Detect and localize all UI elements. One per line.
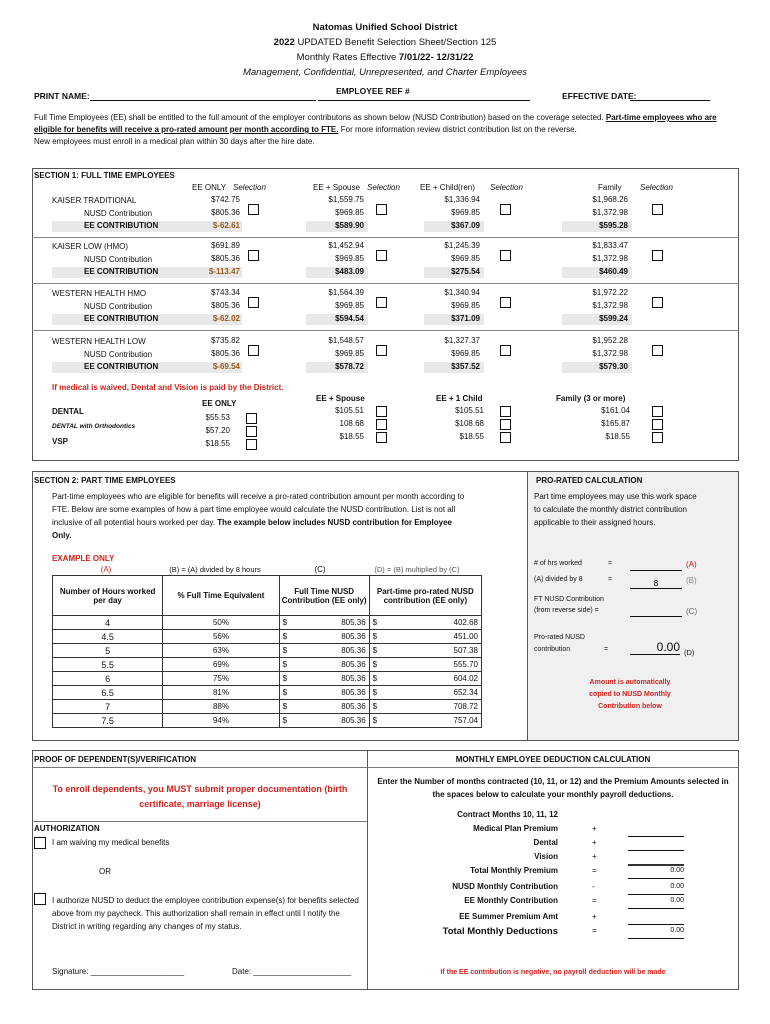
pt-contrib-cell: [369, 700, 481, 714]
pt-contrib-value: 652.34: [453, 688, 478, 697]
nusd-value: $805.36: [211, 254, 240, 263]
pt-contrib-cell: [369, 672, 481, 686]
deduction-field: 0.00: [628, 927, 684, 939]
hours-cell: 5: [53, 644, 163, 658]
selection-checkbox[interactable]: [652, 297, 663, 308]
premium-value: $1,452.94: [328, 241, 364, 250]
dollar-sign: $: [282, 702, 288, 711]
proof-message: [40, 782, 360, 812]
selection-checkbox[interactable]: [500, 345, 511, 356]
auto-note-3: Contribution below: [598, 703, 662, 710]
auto-note: [560, 677, 700, 713]
ee-contribution-value: $483.09: [335, 267, 364, 276]
vsp-label: VSP: [52, 437, 69, 446]
hours-cell: 6.5: [53, 686, 163, 700]
dv-checkbox[interactable]: [246, 413, 257, 424]
sheet-title: [0, 37, 770, 48]
nusd-value: $969.85: [451, 208, 480, 217]
deduction-label: Medical Plan Premium: [473, 824, 558, 833]
ee-contrib-label: EE CONTRIBUTION: [84, 314, 159, 323]
fte-cell: 94%: [163, 714, 279, 728]
ee-contribution-value: $578.72: [335, 362, 364, 371]
ft-contrib-cell: [279, 616, 369, 630]
th-pt-contrib: Part-time pro-rated NUSD contribution (EE only): [369, 576, 481, 616]
ft-contrib-cell: [279, 644, 369, 658]
calc-pr-label1: Pro-rated NUSD: [534, 634, 585, 641]
nusd-value: $969.85: [335, 254, 364, 263]
calc-div-label: (A) divided by 8: [534, 576, 583, 583]
parttime-row: [53, 700, 482, 714]
deduction-op: +: [592, 912, 597, 921]
ee-contrib-label: EE CONTRIBUTION: [84, 362, 159, 371]
ft-contrib-cell: [279, 630, 369, 644]
nusd-value: $969.85: [335, 349, 364, 358]
deduction-field[interactable]: [628, 825, 684, 837]
parttime-row: [53, 672, 482, 686]
fte-cell: 88%: [163, 700, 279, 714]
dental-label: DENTAL: [52, 407, 84, 416]
dv-value: $165.87: [601, 419, 630, 428]
deduction-field[interactable]: [628, 913, 684, 925]
ee-contribution-value: $275.54: [451, 267, 480, 276]
proof-title: PROOF OF DEPENDENT(S)/VERIFICATION: [34, 755, 197, 764]
nusd-value: $1,372.98: [592, 301, 628, 310]
nusd-value: $805.36: [211, 301, 240, 310]
ee-contribution-value: $589.90: [335, 221, 364, 230]
section1-title: SECTION 1: FULL TIME EMPLOYEES: [34, 171, 175, 180]
col-header-3: Family: [598, 183, 622, 192]
nusd-value: $1,372.98: [592, 349, 628, 358]
intro-p1-tail: For more information review district contribution list on the reverse.: [340, 125, 577, 134]
premium-value: $1,952.28: [592, 336, 628, 345]
pt-contrib-value: 402.68: [453, 618, 478, 627]
auto-note-1: Amount is automatically: [589, 679, 671, 686]
ee-contribution-value: $367.09: [451, 221, 480, 230]
pt-contrib-cell: [369, 686, 481, 700]
deduction-label: NUSD Monthly Contribution: [452, 882, 558, 891]
nusd-value: $969.85: [335, 301, 364, 310]
calc-ft-label2: (from reverse side) =: [534, 607, 599, 614]
pt-contrib-value: 507.38: [453, 646, 478, 655]
dv-value: $161.04: [601, 406, 630, 415]
ee-contribution-value: $357.52: [451, 362, 480, 371]
hours-cell: 6: [53, 672, 163, 686]
nusd-contrib-label: NUSD Contribution: [84, 209, 153, 218]
ft-contrib-value: 805.36: [341, 716, 366, 725]
print-name-label: PRINT NAME:: [34, 91, 90, 101]
ee-contribution-value: $599.24: [599, 314, 628, 323]
proof-msg-1: To enroll dependents, you MUST submit proper documentation (birth: [52, 784, 348, 794]
plan-name: WESTERN HEALTH LOW: [52, 337, 146, 346]
ft-contrib-cell: [279, 700, 369, 714]
th-ft-contrib: Full Time NUSD Contribution (EE only): [279, 576, 369, 616]
selection-checkbox[interactable]: [652, 204, 663, 215]
dollar-sign: $: [372, 674, 378, 683]
deduction-instr: Enter the Number of months contracted (10, 11, or 12) and the Premium Amounts selected in the spaces below to calculate your monthly payroll deductions.: [377, 777, 729, 799]
deduction-label: Dental: [533, 838, 558, 847]
deduction-label: Total Monthly Deductions: [442, 926, 558, 937]
calc-b: (B): [686, 576, 697, 585]
selection-header-0: Selection: [233, 183, 266, 192]
pt-contrib-value: 451.00: [453, 632, 478, 641]
selection-header-1: Selection: [367, 183, 400, 192]
section2-title: SECTION 2: PART TIME EMPLOYEES: [34, 476, 176, 485]
plan-name: KAISER TRADITIONAL: [52, 196, 137, 205]
ee-contribution-value: $-113.47: [208, 267, 240, 276]
hours-cell: 4: [53, 616, 163, 630]
rates-line: [0, 52, 770, 63]
selection-checkbox[interactable]: [500, 204, 511, 215]
dv-checkbox[interactable]: [500, 406, 511, 417]
dv-value: $55.53: [205, 413, 230, 422]
dollar-sign: $: [282, 618, 288, 627]
hours-cell: 5.5: [53, 658, 163, 672]
dv-checkbox[interactable]: [500, 432, 511, 443]
ee-contribution-value: $-62.61: [212, 221, 240, 230]
example-only: EXAMPLE ONLY: [52, 554, 115, 563]
dollar-sign: $: [282, 688, 288, 697]
parttime-row: [53, 714, 482, 728]
dv-checkbox[interactable]: [246, 439, 257, 450]
fte-cell: 56%: [163, 630, 279, 644]
premium-value: $743.34: [211, 288, 240, 297]
dv-value: $18.55: [605, 432, 630, 441]
deduction-label: EE Monthly Contribution: [464, 896, 558, 905]
selection-checkbox[interactable]: [248, 345, 259, 356]
parttime-table: [52, 575, 482, 728]
selection-checkbox[interactable]: [376, 297, 387, 308]
premium-value: $1,833.47: [592, 241, 628, 250]
effective-date-label: EFFECTIVE DATE:: [562, 91, 637, 101]
selection-checkbox[interactable]: [376, 250, 387, 261]
parttime-row: [53, 658, 482, 672]
selection-header-3: Selection: [640, 183, 673, 192]
dv-checkbox[interactable]: [246, 426, 257, 437]
vision-total-rule: [628, 864, 684, 866]
pt-contrib-value: 555.70: [453, 660, 478, 669]
dollar-sign: $: [282, 716, 288, 725]
deduction-op: +: [592, 824, 597, 833]
dollar-sign: $: [372, 716, 378, 725]
ft-contrib-value: 805.36: [341, 646, 366, 655]
dv-checkbox[interactable]: [652, 406, 663, 417]
premium-value: $1,245.39: [444, 241, 480, 250]
nusd-value: $969.85: [451, 349, 480, 358]
deduction-label: Total Monthly Premium: [470, 866, 558, 875]
rates-dates: 7/01/22- 12/31/22: [398, 52, 474, 63]
selection-checkbox[interactable]: [376, 345, 387, 356]
nusd-value: $1,372.98: [592, 208, 628, 217]
dv-value: $18.55: [339, 432, 364, 441]
calc-pr-val: 0.00: [630, 640, 680, 655]
deduction-op: =: [592, 866, 597, 875]
dv-value: $18.55: [459, 432, 484, 441]
ft-contrib-cell: [279, 672, 369, 686]
selection-checkbox[interactable]: [652, 250, 663, 261]
deduction-op: -: [592, 882, 595, 891]
ee-contribution-value: $595.28: [599, 221, 628, 230]
plan-divider: [32, 237, 739, 238]
plan-divider: [32, 283, 739, 284]
employee-ref-field[interactable]: [318, 100, 530, 101]
calc-hrs-field[interactable]: [630, 570, 682, 571]
fte-cell: 63%: [163, 644, 279, 658]
deduction-title-rule: [367, 767, 739, 768]
auto-note-2: copied to NUSD Monthly: [589, 691, 671, 698]
dv-value: 108.68: [339, 419, 364, 428]
premium-value: $691.89: [211, 241, 240, 250]
nusd-contrib-label: NUSD Contribution: [84, 255, 153, 264]
parttime-row: [53, 630, 482, 644]
ft-contrib-cell: [279, 686, 369, 700]
dv-value: $105.51: [335, 406, 364, 415]
pt-contrib-cell: [369, 658, 481, 672]
deduction-op: =: [592, 896, 597, 905]
employee-group: Management, Confidential, Unrepresented, and Charter Employees: [242, 67, 528, 78]
effective-date-field[interactable]: [630, 100, 710, 101]
ft-contrib-value: 805.36: [341, 660, 366, 669]
premium-value: $1,564.39: [328, 288, 364, 297]
calc-d: (D): [684, 648, 695, 657]
fte-cell: 75%: [163, 672, 279, 686]
letter-b: [160, 565, 270, 574]
ft-contrib-cell: [279, 714, 369, 728]
dv-checkbox[interactable]: [376, 432, 387, 443]
dental-ortho-label: DENTAL with Orthodontics: [52, 423, 136, 430]
dollar-sign: $: [372, 618, 378, 627]
col-header-2: EE + Child(ren): [420, 183, 475, 192]
ee-contribution-value: $-62.02: [212, 314, 240, 323]
letter-a: (A): [100, 565, 112, 574]
dv-value: $105.51: [455, 406, 484, 415]
selection-checkbox[interactable]: [500, 250, 511, 261]
dv-checkbox[interactable]: [500, 419, 511, 430]
intro-parttime: Part-time employees who are eligible for benefits will receive a pro-rated amount per month according to FTE.: [34, 113, 717, 134]
negative-note: If the EE contribution is negative, no payroll deduction will be made: [440, 969, 666, 976]
dollar-sign: $: [282, 646, 288, 655]
intro-text: [34, 112, 738, 148]
section2-desc-text: Part-time employees who are eligible for benefits will receive a pro-rated contribution amount per month according to FTE. Below are some examples of how a part time employee would calculate the NUSD contribution. List is not all inclusive of all potential hours worked per day.: [52, 492, 465, 527]
parttime-table-body: [53, 616, 482, 728]
plan-name: WESTERN HEALTH HMO: [52, 289, 147, 298]
calc-ft-field[interactable]: [630, 616, 682, 617]
calc-hrs-label: # of hrs worked: [534, 560, 582, 567]
dv-value: $108.68: [455, 419, 484, 428]
rates-prefix: Monthly Rates Effective: [296, 52, 397, 63]
dollar-sign: $: [282, 632, 288, 641]
dollar-sign: $: [372, 702, 378, 711]
dv-header-family: Family (3 or more): [556, 394, 626, 403]
pt-contrib-cell: [369, 714, 481, 728]
deduction-label: EE Summer Premium Amt: [459, 912, 558, 921]
deduction-label: Vision: [534, 852, 558, 861]
premium-value: $1,327.37: [444, 336, 480, 345]
proof-title-rule: [32, 767, 368, 768]
calc-pr-eq: =: [604, 646, 609, 653]
nusd-contrib-label: NUSD Contribution: [84, 302, 153, 311]
dollar-sign: $: [372, 632, 378, 641]
pt-contrib-cell: [369, 630, 481, 644]
ft-contrib-cell: [279, 658, 369, 672]
deduction-field[interactable]: [628, 839, 684, 851]
ee-contrib-label: EE CONTRIBUTION: [84, 221, 159, 230]
ee-contribution-value: $594.54: [335, 314, 364, 323]
prorated-title: PRO-RATED CALCULATION: [536, 476, 643, 485]
premium-value: $1,559.75: [328, 195, 364, 204]
waived-note: If medical is waived, Dental and Vision is paid by the District.: [52, 383, 284, 392]
nusd-contrib-label: NUSD Contribution: [84, 350, 153, 359]
ft-contrib-value: 805.36: [341, 702, 366, 711]
nusd-value: $805.36: [211, 208, 240, 217]
nusd-value: $1,372.98: [592, 254, 628, 263]
ee-contribution-value: $371.09: [451, 314, 480, 323]
print-name-field[interactable]: [90, 100, 316, 101]
dv-checkbox[interactable]: [652, 419, 663, 430]
selection-checkbox[interactable]: [500, 297, 511, 308]
waive-label: I am waiving my medical benefits: [52, 838, 170, 847]
section2-desc-bold: The example below includes NUSD contribution for Employee Only.: [52, 518, 452, 540]
dv-value: $57.20: [205, 426, 230, 435]
ft-contrib-value: 805.36: [341, 632, 366, 641]
th-fte: % Full Time Equivalent: [163, 576, 279, 616]
calc-pr-label2: contribution: [534, 646, 571, 653]
nusd-value: $969.85: [451, 254, 480, 263]
dollar-sign: $: [372, 688, 378, 697]
fte-cell: 81%: [163, 686, 279, 700]
pt-contrib-value: 757.04: [453, 716, 478, 725]
letter-c: (C): [314, 565, 326, 574]
dv-checkbox[interactable]: [376, 406, 387, 417]
plan-name: KAISER LOW (HMO): [52, 242, 129, 251]
intro-p1: Full Time Employees (EE) shall be entitled to the full amount of the employer contributons as shown below (NUSD Contribution) based on the coverage selected.: [34, 113, 604, 122]
th-hours: Number of Hours worked per day: [53, 576, 163, 616]
dv-header-spouse: EE + Spouse: [316, 394, 365, 403]
deduction-field: 0.00: [628, 867, 684, 879]
ft-contrib-value: 805.36: [341, 688, 366, 697]
selection-checkbox[interactable]: [376, 204, 387, 215]
ee-contribution-value: $460.49: [599, 267, 628, 276]
selection-checkbox[interactable]: [248, 204, 259, 215]
or-label: OR: [99, 867, 111, 876]
proof-msg-2: certificate, marriage license): [139, 799, 261, 809]
ft-contrib-value: 805.36: [341, 674, 366, 683]
selection-header-2: Selection: [490, 183, 523, 192]
deduction-label: Contract Months 10, 11, 12: [457, 810, 558, 819]
dv-checkbox[interactable]: [652, 432, 663, 443]
letter-d: (D) = (B) multiplied by (C): [374, 565, 460, 574]
pt-contrib-value: 604.02: [453, 674, 478, 683]
dollar-sign: $: [372, 660, 378, 669]
parttime-row: [53, 686, 482, 700]
selection-checkbox[interactable]: [652, 345, 663, 356]
ee-contrib-label: EE CONTRIBUTION: [84, 267, 159, 276]
deduction-op: +: [592, 852, 597, 861]
dollar-sign: $: [372, 646, 378, 655]
dollar-sign: $: [282, 660, 288, 669]
authorize-text: I authorize NUSD to deduct the employee contribution expense(s) for benefits selected above from my paycheck. This authorization shall remain in effect until I notify the District in writing regarding any changes of my status.: [52, 896, 359, 931]
dv-checkbox[interactable]: [376, 419, 387, 430]
section2-desc: [52, 490, 472, 542]
fte-cell: 50%: [163, 616, 279, 630]
calc-div-val: 8: [630, 579, 682, 589]
premium-value: $1,968.26: [592, 195, 628, 204]
letter-b-text: (B) = (A) divided by 8 hours: [169, 565, 261, 574]
year: 2022: [273, 37, 295, 48]
dv-header-child: EE + 1 Child: [436, 394, 483, 403]
premium-value: $735.82: [211, 336, 240, 345]
calc-div-eq: =: [608, 576, 613, 583]
calc-a: (A): [686, 560, 697, 569]
parttime-row: [53, 616, 482, 630]
hours-cell: 7.5: [53, 714, 163, 728]
col-header-0: EE ONLY: [192, 183, 227, 192]
pt-contrib-cell: [369, 616, 481, 630]
plan-divider: [32, 330, 739, 331]
ee-contribution-value: $-69.54: [212, 362, 240, 371]
nusd-value: $969.85: [335, 208, 364, 217]
premium-value: $1,336.94: [444, 195, 480, 204]
dollar-sign: $: [282, 674, 288, 683]
auth-title: AUTHORIZATION: [34, 824, 100, 833]
parttime-row: [53, 644, 482, 658]
col-header-1: EE + Spouse: [313, 183, 360, 192]
ee-contribution-value: $579.30: [599, 362, 628, 371]
deduction-field: 0.00: [628, 883, 684, 895]
calc-hrs-eq: =: [608, 560, 613, 567]
title-rest: UPDATED Benefit Selection Sheet/Section 125: [297, 37, 497, 48]
dv-value: $18.55: [205, 439, 230, 448]
auth-rule: [32, 821, 368, 822]
deduction-op: =: [592, 926, 597, 935]
premium-value: $742.75: [211, 195, 240, 204]
hours-cell: 4.5: [53, 630, 163, 644]
authorize-checkbox[interactable]: [34, 893, 46, 905]
selection-checkbox[interactable]: [248, 250, 259, 261]
nusd-value: $805.36: [211, 349, 240, 358]
hours-cell: 7: [53, 700, 163, 714]
district-name: Natomas Unified School District: [312, 22, 458, 33]
waive-checkbox[interactable]: [34, 837, 46, 849]
premium-value: $1,340.94: [444, 288, 480, 297]
calc-ft-label1: FT NUSD Contribution: [534, 596, 604, 603]
premium-value: $1,972.22: [592, 288, 628, 297]
prorated-desc: Part time employees may use this work space to calculate the monthly district contribution applicable to their assigned hours.: [534, 492, 697, 527]
signature-line[interactable]: Signature: _____________________: [52, 967, 185, 976]
deduction-op: +: [592, 838, 597, 847]
date-line[interactable]: Date: ______________________: [232, 967, 352, 976]
dv-header-ee-only: EE ONLY: [202, 399, 237, 408]
employee-ref-label: EMPLOYEE REF #: [336, 86, 410, 96]
pt-contrib-cell: [369, 644, 481, 658]
intro-p2: New employees must enroll in a medical plan within 30 days after the hire date.: [34, 137, 315, 146]
selection-checkbox[interactable]: [248, 297, 259, 308]
ft-contrib-value: 805.36: [341, 618, 366, 627]
deduction-field: 0.00: [628, 897, 684, 909]
premium-value: $1,548.57: [328, 336, 364, 345]
fte-cell: 69%: [163, 658, 279, 672]
calc-c: (C): [686, 607, 698, 616]
pt-contrib-value: 708.72: [453, 702, 478, 711]
deduction-title: MONTHLY EMPLOYEE DEDUCTION CALCULATION: [455, 755, 651, 764]
nusd-value: $969.85: [451, 301, 480, 310]
